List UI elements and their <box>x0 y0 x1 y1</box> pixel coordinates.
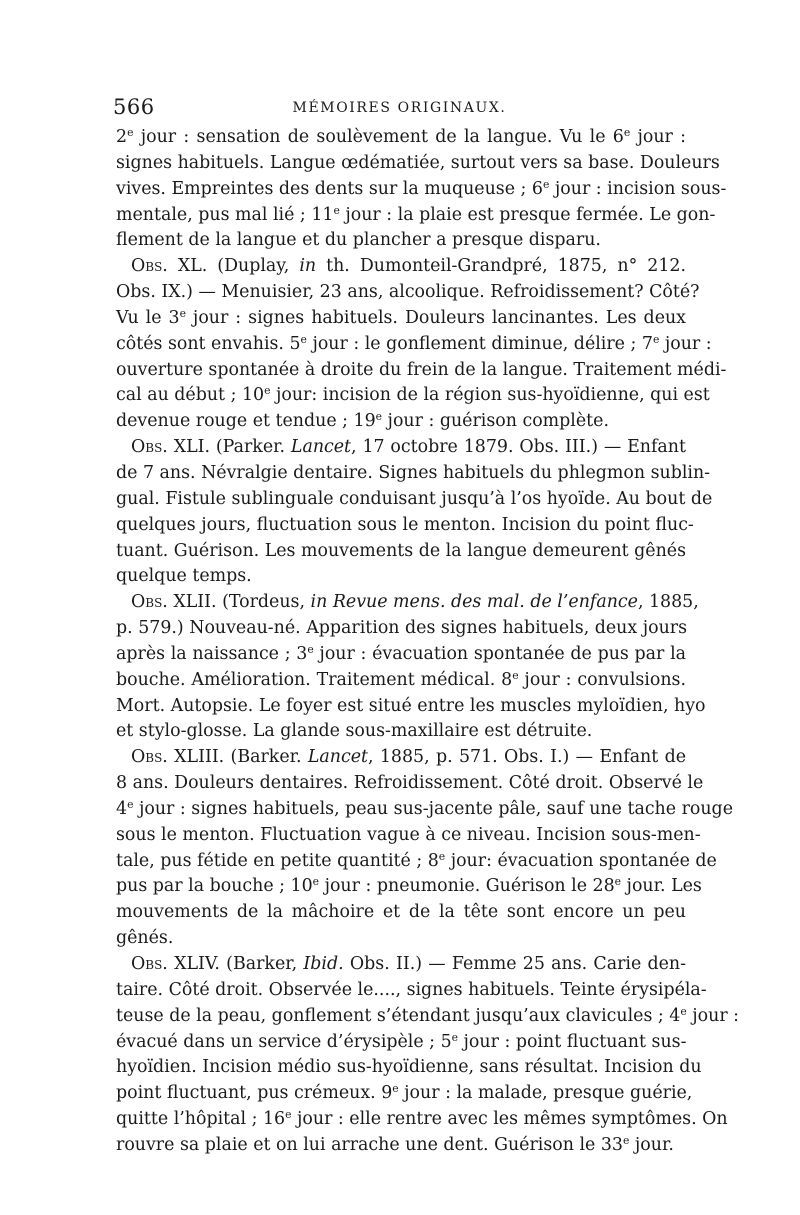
text-line <box>116 590 699 616</box>
line-content: (Barker. Lancet, 1885, p. 571. Obs. I.) — Enfant de <box>230 747 686 768</box>
text-line <box>116 461 711 487</box>
line-content: mouvements de la mâchoire et de la tête sont encore un peu <box>116 902 686 923</box>
text-line <box>116 306 686 332</box>
observation-paragraph <box>116 435 713 590</box>
observation-paragraph <box>116 952 740 1159</box>
line-content: 8 ans. Douleurs dentaires. Refroidissement. Côté droit. Observé le <box>116 773 704 794</box>
text-line <box>116 1081 693 1107</box>
line-content: flement de la langue et du plancher a presque disparu. <box>116 230 601 251</box>
observation-number: XLI. <box>167 437 216 458</box>
line-content: 4e jour : signes habituels, peau sus-jacente pâle, sauf une tache rouge <box>116 798 733 819</box>
line-content: bouche. Amélioration. Traitement médical. 8e jour : convulsions. <box>116 668 686 690</box>
text-line <box>116 719 686 745</box>
text-line <box>116 952 686 978</box>
line-content: Vu le 3e jour : signes habituels. Douleurs lancinantes. Les deux <box>116 306 686 328</box>
page-header <box>113 95 686 125</box>
line-content: 2e jour : sensation de soulèvement de la langue. Vu le 6e jour : <box>116 126 686 147</box>
text-line <box>116 1107 728 1133</box>
text-line <box>116 771 704 797</box>
text-line <box>116 978 707 1004</box>
text-line <box>116 694 706 720</box>
text-line <box>116 823 701 849</box>
text-line <box>116 745 686 771</box>
text-line <box>116 1030 686 1056</box>
observation-number: XLIV. <box>167 954 227 974</box>
text-line <box>116 151 720 177</box>
line-content: sous le menton. Fluctuation vague à ce niveau. Incision sous-men- <box>116 824 701 845</box>
line-content: et stylo-glosse. La glande sous-maxillaire est détruite. <box>116 721 593 742</box>
line-content: taire. Côté droit. Observée le...., signes habituels. Teinte érysipéla- <box>116 979 707 1000</box>
line-content: signes habituels. Langue œdématiée, surtout vers sa base. Douleurs <box>116 152 720 173</box>
text-line <box>116 513 694 539</box>
text-line <box>116 900 686 926</box>
paragraph <box>116 125 727 254</box>
text-line <box>116 177 727 203</box>
line-content: vives. Empreintes des dents sur la muqueuse ; 6e jour : incision sous- <box>116 177 727 199</box>
text-line <box>116 797 733 823</box>
text-line <box>116 125 686 151</box>
observation-label: Obs. <box>131 256 168 277</box>
line-content: mentale, pus mal lié ; 11e jour : la plaie est presque fermée. Le gon- <box>116 203 716 225</box>
observation-paragraph <box>116 745 733 952</box>
line-content: ouverture spontanée à droite du frein de la langue. Traitement médi- <box>116 359 727 380</box>
text-line <box>116 616 686 642</box>
observation-paragraph <box>116 254 727 435</box>
observation-label: Obs. <box>131 747 168 768</box>
line-content: tale, pus fétide en petite quantité ; 8e jour: évacuation spontanée de <box>116 849 717 871</box>
line-content: hyoïdien. Incision médio sus-hyoïdienne, sans résultat. Incision du <box>116 1057 702 1078</box>
line-content: cal au début ; 10e jour: incision de la région sus-hyoïdienne, qui est <box>116 384 710 406</box>
line-content: évacué dans un service d’érysipèle ; 5e jour : point fluctuant sus- <box>116 1030 687 1052</box>
line-content: gual. Fistule sublinguale conduisant jusqu’à l’os hyoïde. Au bout de <box>116 488 713 509</box>
text-line <box>116 564 686 590</box>
text-line <box>116 1133 686 1159</box>
line-content: tuant. Guérison. Les mouvements de la langue demeurent gênés <box>116 540 686 561</box>
text-line <box>116 332 712 358</box>
line-content: quelques jours, fluctuation sous le menton. Incision du point fluc- <box>116 514 694 535</box>
text-line <box>116 254 686 280</box>
line-content: pus par la bouche ; 10e jour : pneumonie. Guérison le 28e jour. Les <box>116 875 702 897</box>
text-line <box>116 409 686 435</box>
observation-label: Obs. <box>131 437 168 458</box>
observation-number: XL. <box>167 256 218 277</box>
observation-number: XLIII. <box>167 747 231 768</box>
line-content: (Barker, Ibid. Obs. II.) — Femme 25 ans. Carie den- <box>226 954 686 974</box>
text-line <box>116 642 686 668</box>
text-line <box>116 228 686 254</box>
line-content: quitte l’hôpital ; 16e jour : elle rentre avec les mêmes symptômes. On <box>116 1108 728 1130</box>
text-line <box>116 874 702 900</box>
line-content: Obs. IX.) — Menuisier, 23 ans, alcoolique. Refroidissement? Côté? <box>116 282 700 303</box>
line-content: côtés sont envahis. 5e jour : le gonflement diminue, délire ; 7e jour : <box>116 332 712 354</box>
line-content: p. 579.) Nouveau-né. Apparition des signes habituels, deux jours <box>116 618 688 639</box>
line-content: devenue rouge et tendue ; 19e jour : guérison complète. <box>116 410 609 432</box>
line-content: teuse de la peau, gonflement s’étendant jusqu’aux clavicules ; 4e jour : <box>116 1004 740 1026</box>
text-line <box>116 280 700 306</box>
text-line <box>116 1055 702 1081</box>
line-content: de 7 ans. Névralgie dentaire. Signes habituels du phlegmon sublin- <box>116 462 711 483</box>
observation-paragraph <box>116 590 706 745</box>
observation-label: Obs. <box>131 592 168 613</box>
text-line <box>116 435 686 461</box>
line-content: (Duplay, in th. Dumonteil-Grandpré, 1875, n° 212. <box>217 256 687 277</box>
body-text <box>116 125 740 1159</box>
observation-number: XLII. <box>167 592 223 613</box>
text-line <box>116 203 716 229</box>
line-content: rouvre sa plaie et on lui arrache une dent. Guérison le 33e jour. <box>116 1133 674 1155</box>
line-content: Mort. Autopsie. Le foyer est situé entre les muscles myloïdien, hyo <box>116 695 706 716</box>
text-line <box>116 849 717 875</box>
line-content: quelque temps. <box>116 566 252 587</box>
text-line <box>116 1004 740 1030</box>
text-line <box>116 383 710 409</box>
line-content: (Tordeus, in Revue mens. des mal. de l’enfance, 1885, <box>222 592 699 613</box>
text-line <box>116 487 713 513</box>
text-line <box>116 668 686 694</box>
line-content: point fluctuant, pus crémeux. 9e jour : la malade, presque guérie, <box>116 1082 693 1104</box>
line-content: (Parker. Lancet, 17 octobre 1879. Obs. III.) — Enfant <box>215 437 686 458</box>
text-line <box>116 539 686 565</box>
page-number: 566 <box>113 95 155 119</box>
observation-label: Obs. <box>131 954 168 974</box>
line-content: après la naissance ; 3e jour : évacuation spontanée de pus par la <box>116 642 687 664</box>
text-line <box>116 926 686 952</box>
line-content: gênés. <box>116 928 174 949</box>
running-title: MÉMOIRES ORIGINAUX. <box>292 100 507 116</box>
text-line <box>116 358 727 384</box>
